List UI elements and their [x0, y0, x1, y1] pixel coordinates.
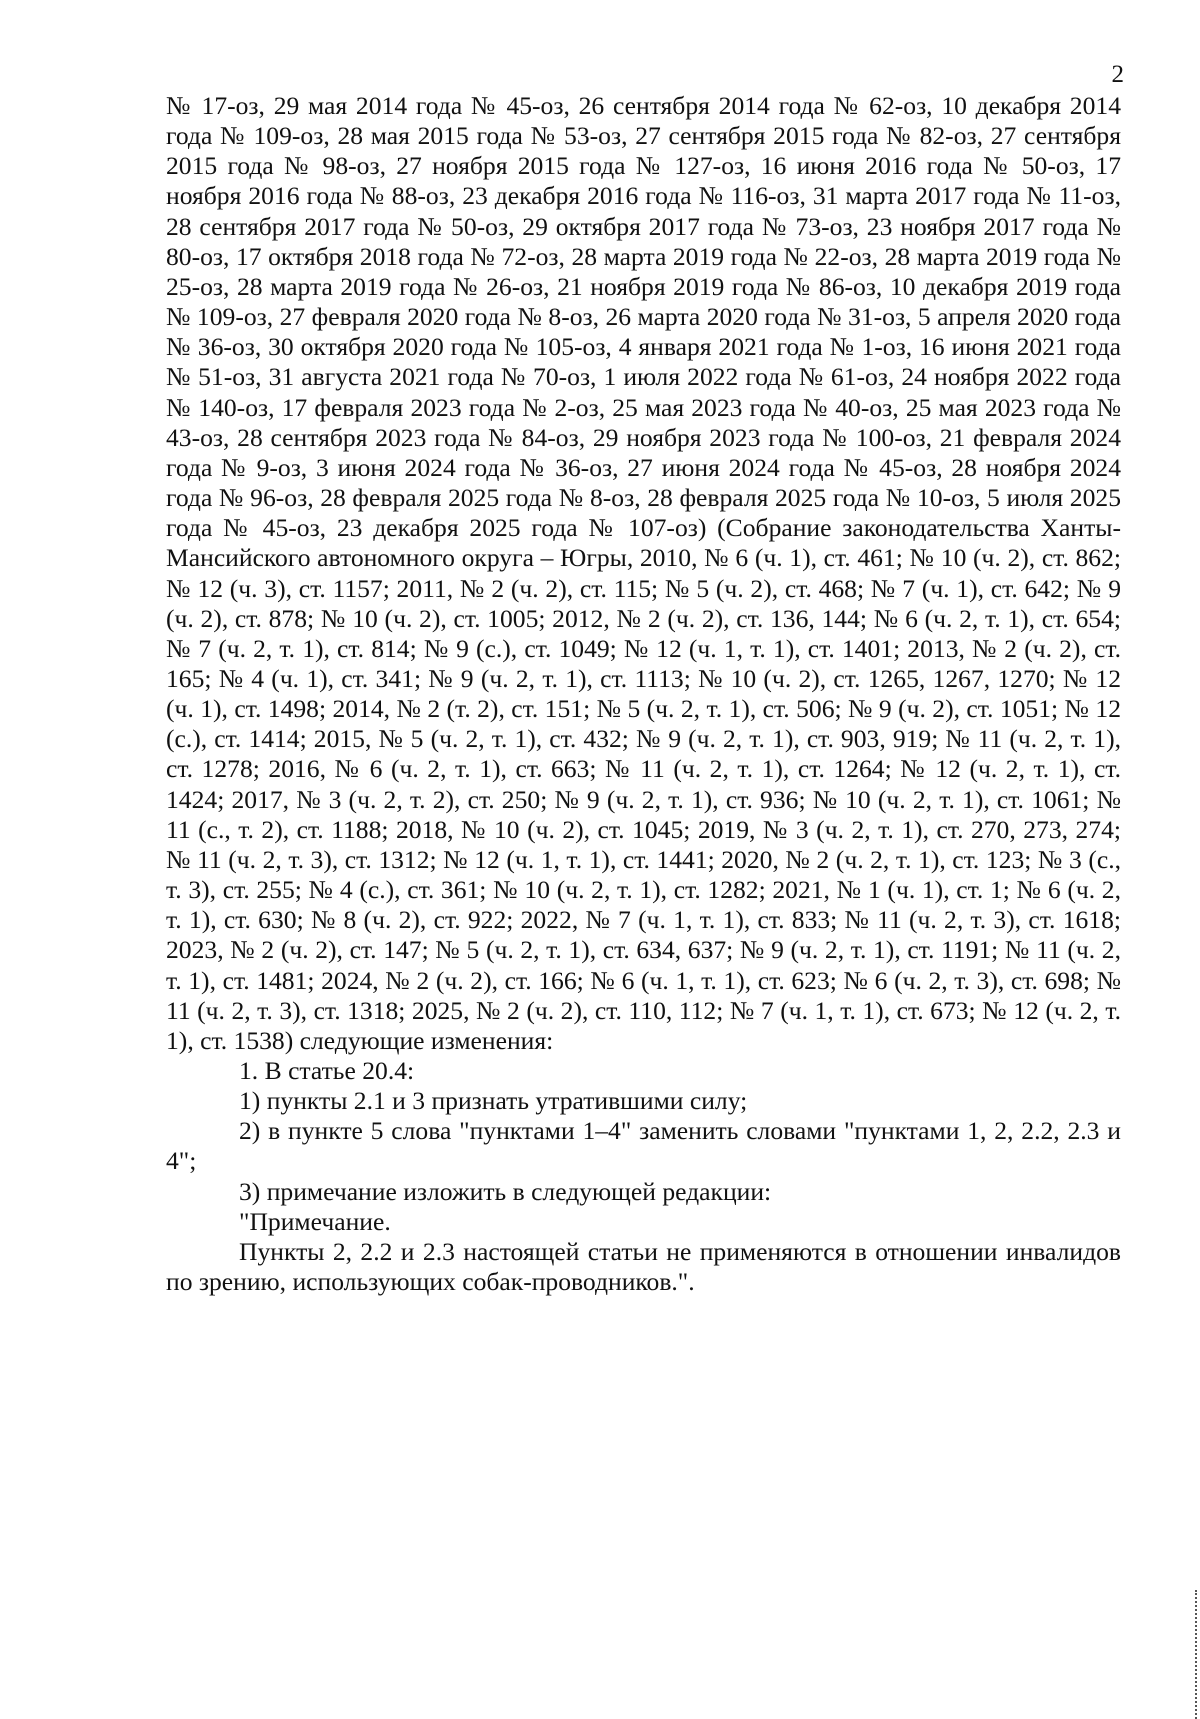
note-text: Пункты 2, 2.2 и 2.3 настоящей статьи не применяются в отношении инвалидов по зрению, использующих собак-проводников.".	[166, 1236, 1121, 1297]
amendment-references-paragraph: № 17-оз, 29 мая 2014 года № 45-оз, 26 сентября 2014 года № 62-оз, 10 декабря 2014 года № 109-оз, 28 мая 2015 года № 53-оз, 27 сентября 2015 года № 82-оз, 27 сентября 2015 года № 98-оз, 27 ноября 2015 года № 127-оз, 16 июня 2016 года № 50-оз, 17 ноября 2016 года № 88-оз, 23 декабря 2016 года № 116-оз, 31 марта 2017 года № 11-оз, 28 сентября 2017 года № 50-оз, 29 октября 2017 года № 73-оз, 23 ноября 2017 года № 80-оз, 17 октября 2018 года № 72-оз, 28 марта 2019 года № 22-оз, 28 марта 2019 года № 25-оз, 28 марта 2019 года № 26-оз, 21 ноября 2019 года № 86-оз, 10 декабря 2019 года № 109-оз, 27 февраля 2020 года № 8-оз, 26 марта 2020 года № 31-оз, 5 апреля 2020 года № 36-оз, 30 октября 2020 года № 105-оз, 4 января 2021 года № 1-оз, 16 июня 2021 года № 51-оз, 31 августа 2021 года № 70-оз, 1 июля 2022 года № 61-оз, 24 ноября 2022 года № 140-оз, 17 февраля 2023 года № 2-оз, 25 мая 2023 года № 40-оз, 25 мая 2023 года № 43-оз, 28 сентября 2023 года № 84-оз, 29 ноября 2023 года № 100-оз, 21 февраля 2024 года № 9-оз, 3 июня 2024 года № 36-оз, 27 июня 2024 года № 45-оз, 28 ноября 2024 года № 96-оз, 28 февраля 2025 года № 8-оз, 28 февраля 2025 года № 10-оз, 5 июля 2025 года № 45-оз, 23 декабря 2025 года № 107-оз) (Собрание законодательства Ханты-Мансийского автономного округа – Югры, 2010, № 6 (ч. 1), ст. 461; № 10 (ч. 2), ст. 862; № 12 (ч. 3), ст. 1157; 2011, № 2 (ч. 2), ст. 115; № 5 (ч. 2), ст. 468; № 7 (ч. 1), ст. 642; № 9 (ч. 2), ст. 878; № 10 (ч. 2), ст. 1005; 2012, № 2 (ч. 2), ст. 136, 144; № 6 (ч. 2, т. 1), ст. 654; № 7 (ч. 2, т. 1), ст. 814; № 9 (с.), ст. 1049; № 12 (ч. 1, т. 1), ст. 1401; 2013, № 2 (ч. 2), ст. 165; № 4 (ч. 1), ст. 341; № 9 (ч. 2, т. 1), ст. 1113; № 10 (ч. 2), ст. 1265, 1267, 1270; № 12 (ч. 1), ст. 1498; 2014, № 2 (т. 2), ст. 151; № 5 (ч. 2, т. 1), ст. 506; № 9 (ч. 2), ст. 1051; № 12 (с.), ст. 1414; 2015, № 5 (ч. 2, т. 1), ст. 432; № 9 (ч. 2, т. 1), ст. 903, 919; № 11 (ч. 2, т. 1), ст. 1278; 2016, № 6 (ч. 2, т. 1), ст. 663; № 11 (ч. 2, т. 1), ст. 1264; № 12 (ч. 2, т. 1), ст. 1424; 2017, № 3 (ч. 2, т. 2), ст. 250; № 9 (ч. 2, т. 1), ст. 936; № 10 (ч. 2, т. 1), ст. 1061; № 11 (с., т. 2), ст. 1188; 2018, № 10 (ч. 2), ст. 1045; 2019, № 3 (ч. 2, т. 1), ст. 270, 273, 274; № 11 (ч. 2, т. 3), ст. 1312; № 12 (ч. 1, т. 1), ст. 1441; 2020, № 2 (ч. 2, т. 1), ст. 123; № 3 (с., т. 3), ст. 255; № 4 (с.), ст. 361; № 10 (ч. 2, т. 1), ст. 1282; 2021, № 1 (ч. 1), ст. 1; № 6 (ч. 2, т. 1), ст. 630; № 8 (ч. 2), ст. 922; 2022, № 7 (ч. 1, т. 1), ст. 833; № 11 (ч. 2, т. 3), ст. 1618; 2023, № 2 (ч. 2), ст. 147; № 5 (ч. 2, т. 1), ст. 634, 637; № 9 (ч. 2, т. 1), ст. 1191; № 11 (ч. 2, т. 1), ст. 1481; 2024, № 2 (ч. 2), ст. 166; № 6 (ч. 1, т. 1), ст. 623; № 6 (ч. 2, т. 3), ст. 698; № 11 (ч. 2, т. 3), ст. 1318; 2025, № 2 (ч. 2), ст. 110, 112; № 7 (ч. 1, т. 1), ст. 673; № 12 (ч. 2, т. 1), ст. 1538) следующие изменения:	[166, 91, 1121, 1055]
subitem-1: 1) пункты 2.1 и 3 признать утратившими силу;	[239, 1086, 748, 1116]
page-number: 2	[1111, 61, 1124, 88]
scan-edge-mark	[1195, 1590, 1200, 1719]
article-item-1: 1. В статье 20.4:	[239, 1056, 415, 1085]
subitem-2: 2) в пункте 5 слова "пунктами 1–4" заменить словами "пунктами 1, 2, 2.2, 2.3 и 4";	[166, 1116, 1121, 1176]
subitem-3: 3) примечание изложить в следующей редакции:	[239, 1176, 772, 1206]
note-heading: "Примечание.	[239, 1206, 391, 1236]
document-body	[166, 91, 1121, 1297]
